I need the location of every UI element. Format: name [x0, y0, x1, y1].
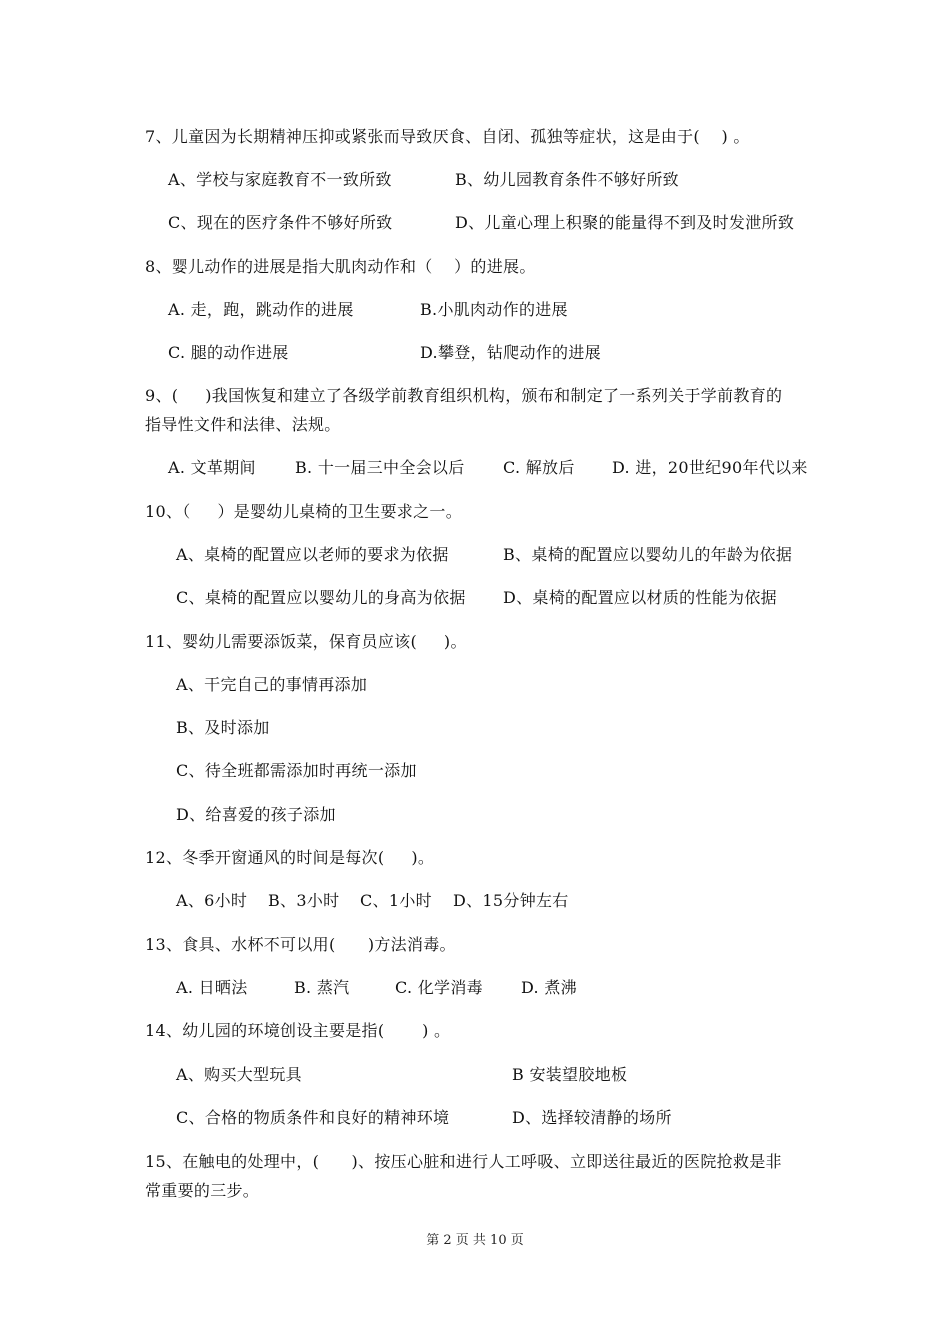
question-14-option-c: C、合格的物质条件和良好的精神环境 [176, 1108, 450, 1127]
question-8-option-d: D.攀登，钻爬动作的进展 [420, 343, 601, 362]
question-10-option-b: B、桌椅的配置应以婴幼儿的年龄为依据 [503, 545, 793, 564]
question-13-option-a: A. 日晒法 [176, 978, 248, 997]
question-11-option-d: D、给喜爱的孩子添加 [176, 805, 336, 824]
question-15-stem-cont: 常重要的三步。 [145, 1181, 260, 1200]
question-7-option-b: B、幼儿园教育条件不够好所致 [455, 170, 679, 189]
question-9-option-c: C. 解放后 [503, 458, 575, 477]
question-8-option-c: C. 腿的动作进展 [168, 343, 289, 362]
question-11-option-b: B、及时添加 [176, 718, 270, 737]
question-12-option-c: C、1小时 [360, 891, 432, 910]
question-10-stem: 10、（ ）是婴幼儿桌椅的卫生要求之一。 [145, 502, 462, 521]
question-12-option-a: A、6小时 [176, 891, 248, 910]
question-13-option-c: C. 化学消毒 [395, 978, 483, 997]
question-9-option-d: D. 进，20世纪90年代以来 [612, 458, 808, 477]
question-9-option-b: B. 十一届三中全会以后 [295, 458, 465, 477]
question-12-option-b: B、3小时 [268, 891, 340, 910]
question-14-option-b: B 安装望胶地板 [512, 1065, 628, 1084]
question-12-option-d: D、15分钟左右 [453, 891, 569, 910]
question-7-option-c: C、现在的医疗条件不够好所致 [168, 213, 393, 232]
question-11-option-a: A、干完自己的事情再添加 [176, 675, 368, 694]
question-8-option-b: B.小肌肉动作的进展 [420, 300, 568, 319]
question-10-option-d: D、桌椅的配置应以材质的性能为依据 [503, 588, 777, 607]
question-8-option-a: A. 走，跑，跳动作的进展 [168, 300, 354, 319]
question-14-option-a: A、购买大型玩具 [176, 1065, 302, 1084]
question-10-option-a: A、桌椅的配置应以老师的要求为依据 [176, 545, 449, 564]
question-12-stem: 12、冬季开窗通风的时间是每次( )。 [145, 848, 435, 867]
question-7-stem: 7、儿童因为长期精神压抑或紧张而导致厌食、自闭、孤独等症状，这是由于( ) 。 [145, 127, 750, 146]
question-8-stem: 8、婴儿动作的进展是指大肌肉动作和（ ）的进展。 [145, 257, 536, 276]
question-9-stem: 9、( )我国恢复和建立了各级学前教育组织机构，颁布和制定了一系列关于学前教育的 [145, 386, 783, 405]
question-7-option-a: A、学校与家庭教育不一致所致 [168, 170, 392, 189]
question-7-option-d: D、儿童心理上积聚的能量得不到及时发泄所致 [455, 213, 795, 232]
question-13-option-d: D. 煮沸 [521, 978, 577, 997]
question-9-option-a: A. 文革期间 [168, 458, 256, 477]
question-14-stem: 14、幼儿园的环境创设主要是指( ) 。 [145, 1021, 451, 1040]
question-13-option-b: B. 蒸汽 [294, 978, 350, 997]
question-10-option-c: C、桌椅的配置应以婴幼儿的身高为依据 [176, 588, 466, 607]
question-11-stem: 11、婴幼儿需要添饭菜，保育员应该( )。 [145, 632, 467, 651]
question-9-stem-cont: 指导性文件和法律、法规。 [145, 415, 341, 434]
question-11-option-c: C、待全班都需添加时再统一添加 [176, 761, 417, 780]
question-14-option-d: D、选择较清静的场所 [512, 1108, 672, 1127]
question-15-stem: 15、在触电的处理中，( )、按压心脏和进行人工呼吸、立即送往最近的医院抢救是非 [145, 1152, 782, 1171]
page-footer: 第 2 页 共 10 页 [426, 1233, 524, 1248]
question-13-stem: 13、食具、水杯不可以用( )方法消毒。 [145, 935, 456, 954]
